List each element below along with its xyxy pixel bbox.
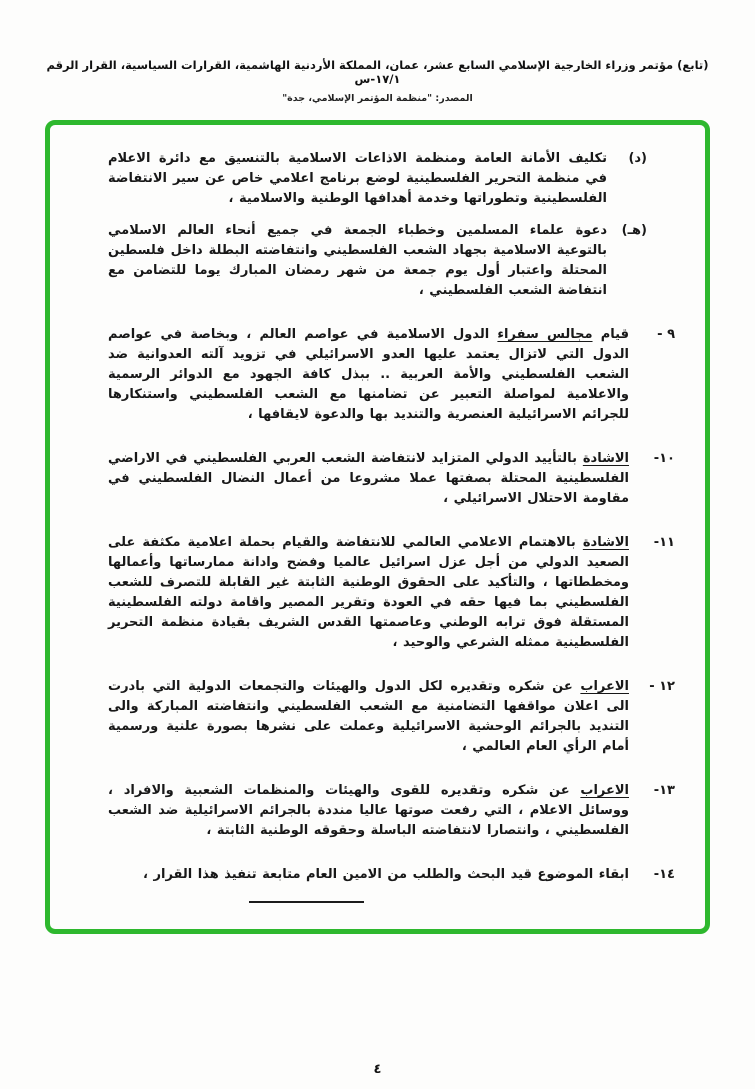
resolution-item-11 — [108, 533, 675, 653]
item-marker: (هـ) — [621, 223, 647, 238]
item-text-lead: الاشادة — [582, 535, 629, 550]
resolution-item-14 — [108, 865, 675, 885]
item-text — [108, 325, 629, 425]
highlight-border-box — [45, 120, 710, 934]
item-marker: ١٢ - — [649, 679, 675, 694]
item-marker: ٩ - — [657, 327, 675, 342]
item-text-rest: دعوة علماء المسلمين وخطباء الجمعة في جميع أنحاء العالم الاسلامي بالتوعية الاسلامية بجهاد الشعب الفلسطيني وانتفاضته البطلة داخل فلسطين المحتلة واعتبار أول يوم جمعة من شهر رمضان المبارك يوما للتضامن مع انتفاضة الشعب الفلسطيني ، — [108, 223, 607, 298]
item-marker: ١٤- — [653, 867, 675, 882]
item-text-rest: الدول الاسلامية في عواصم العالم ، وبخاصة في عواصم الدول التي لاتزال يعتمد عليها العدو الاسرائيلي في تزويد آلته العدوانية ضد الشعب الفلسطيني والأمة العربية .. ببذل كافة الجهود مع الدوائر الرسمية والاعلامية لمواصلة التعبير عن تضامنها مع الشعب الفلسطيني واستنكارها للجرائم الاسرائيلية العنصرية والتنديد بها والدعوة لايقافها ، — [108, 327, 629, 422]
resolution-item-10 — [108, 449, 675, 509]
item-text-lead: الاعراب — [580, 783, 629, 798]
item-text-rest: ابقاء الموضوع قيد البحث والطلب من الامين العام متابعة تنفيذ هذا القرار ، — [143, 867, 629, 882]
item-text-rest: عن شكره وتقديره للقوى والهيئات والمنظمات الشعبية والافراد ، ووسائل الاعلام ، التي رفعت صوتها عاليا منددة بالجرائم الاسرائيلية ضد الشعب الفلسطيني ، وانتصارا لانتفاضته الباسلة وحقوقه الوطنية الثابتة ، — [108, 783, 629, 838]
item-text-rest: بالاهتمام الاعلامي العالمي للانتفاضة والقيام بحملة اعلامية مكثفة على الصعيد الدولي من أجل عزل اسرائيل عالميا وفضح وادانة ممارساتها وأعمالها ومخططاتها ، والتأكيد على الحقوق الوطنية الثابتة غير القابلة للتصرف للشعب الفلسطيني بما فيها حقه في العودة وتقرير المصير واقامة دولته الفلسطينية المستقلة فوق ترابه الوطني وعاصمتها القدس الشريف بقيادة منظمة التحرير الفلسطينية ممثله الشرعي والوحيد ، — [108, 535, 629, 650]
resolution-item-9 — [108, 325, 675, 425]
item-marker: ١٠- — [653, 451, 675, 466]
resolution-item-12 — [108, 677, 675, 757]
item-text-rest: عن شكره وتقديره لكل الدول والهيئات والتجمعات الدولية التي بادرت الى اعلان مواقفها التضامنية مع الشعب الفلسطيني وانتفاضته المباركة والى التنديد بالجرائم الوحشية الاسرائيلية وعملت على نشرها بصورة علنية ورسمية أمام الرأي العام العالمي ، — [108, 679, 629, 754]
header-title: (تابع) مؤتمر وزراء الخارجية الإسلامي السابع عشر، عمان، المملكة الأردنية الهاشمية، القرارات السياسية، القرار الرقم ١٧/١-س — [46, 58, 709, 86]
item-text — [108, 677, 629, 757]
document-header — [0, 0, 755, 104]
resolution-item-h — [108, 221, 647, 301]
item-marker: ١٣- — [653, 783, 675, 798]
item-text — [108, 781, 629, 841]
end-divider-line — [249, 901, 364, 903]
item-marker: ١١- — [653, 535, 675, 550]
resolution-item-d — [108, 149, 647, 209]
item-text — [108, 149, 607, 209]
page-number: ٤ — [373, 1062, 382, 1077]
resolution-item-13 — [108, 781, 675, 841]
item-text-pre: قيام — [592, 327, 629, 342]
item-text-lead: مجالس سفراء — [497, 327, 593, 342]
item-text — [108, 865, 629, 885]
item-marker: (د) — [628, 151, 647, 166]
item-text-lead: الاشادة — [582, 451, 629, 466]
item-text-lead: الاعراب — [580, 679, 629, 694]
item-text — [108, 449, 629, 509]
item-text — [108, 221, 607, 301]
item-text — [108, 533, 629, 653]
header-source-line: المصدر: "منظمة المؤتمر الإسلامي، جدة" — [282, 93, 473, 104]
item-text-rest: تكليف الأمانة العامة ومنظمة الاذاعات الاسلامية بالتنسيق مع دائرة الاعلام في منظمة التحرير الفلسطينية لوضع برنامج اعلامي خاص عن سير الانتفاضة الفلسطينية وتطوراتها وخدمة أهدافها الوطنية والاسلامية ، — [108, 151, 607, 206]
item-text-rest: بالتأييد الدولي المتزايد لانتفاضة الشعب العربي الفلسطيني في الاراضي الفلسطينية المحتلة بصفتها عملا مشروعا من أعمال النضال الفلسطيني في مقاومة الاحتلال الاسرائيلي ، — [108, 451, 629, 506]
